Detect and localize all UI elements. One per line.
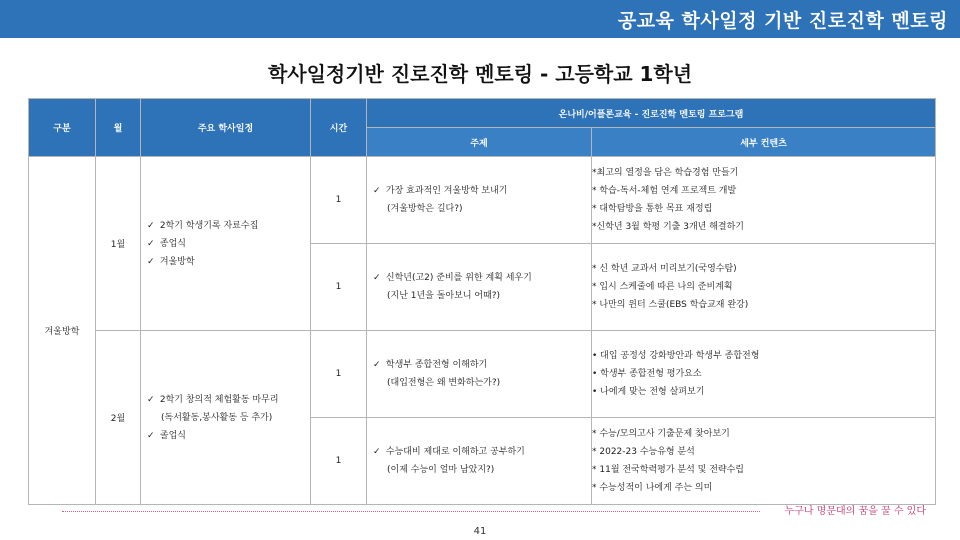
check-icon: ✓ [373,186,381,196]
header-schedule: 주요 학사일정 [141,99,311,157]
schedule-table [28,98,936,505]
check-icon: ✓ [147,430,155,441]
check-icon: ✓ [373,273,381,283]
check-icon: ✓ [373,360,381,370]
schedule-item: ✓ 졸업식 [147,427,310,445]
topic-cell: ✓ 신학년(고2) 준비를 위한 계획 세우기 (지난 1년을 돌아보니 어때?) [367,244,592,331]
topic-cell: ✓ 가장 효과적인 겨울방학 보내기 (겨울방학은 길다?) [367,157,592,244]
check-icon: ✓ [147,394,155,405]
header-topic: 주제 [367,128,592,157]
check-icon: ✓ [147,256,155,267]
details-cell: * 수능/모의고사 기출문제 찾아보기 * 2022-23 수능유형 분석 * 11월 전국학력평가 분석 및 전략수립 * 수능성적이 나에게 주는 의미 [592,418,936,505]
topic-cell: ✓ 학생부 종합전형 이해하기 (대입전형은 왜 변화하는가?) [367,331,592,418]
month-cell: 2월 [96,331,141,505]
header-time: 시간 [311,99,367,157]
details-cell: • 대입 공정성 강화방안과 학생부 종합전형 • 학생부 종합전형 평가요소 • 나에게 맞는 전형 살펴보기 [592,331,936,418]
header-program: 온나비/어플론교육 - 진로진학 멘토링 프로그램 [367,99,936,128]
schedule-cell [141,157,311,331]
time-cell: 1 [311,157,367,244]
check-icon: ✓ [147,238,155,249]
table-row [29,157,936,244]
header-category: 구분 [29,99,96,157]
header-banner [0,0,960,38]
season-cell: 겨울방학 [29,157,96,505]
page-title: 학사일정기반 진로진학 멘토링 - 고등학교 1학년 [267,62,693,86]
header-month: 월 [96,99,141,157]
footer-divider [62,511,760,512]
time-cell: 1 [311,244,367,331]
details-cell: * 신 학년 교과서 미리보기(국영수탐) * 입시 스케줄에 따른 나의 준비계획 * 나만의 윈터 스쿨(EBS 학습교재 완강) [592,244,936,331]
check-icon: ✓ [147,220,155,231]
schedule-item: (독서활동,봉사활동 등 추가) [161,412,273,423]
month-cell: 1월 [96,157,141,331]
details-cell: *최고의 열정을 담은 학습경험 만들기 * 학습-독서-체험 연계 프로젝트 개발 * 대학탐방을 통한 목표 재정립 *신학년 3월 학평 기출 3개년 해결하기 [592,157,936,244]
time-cell: 1 [311,331,367,418]
page-number: 41 [473,526,487,537]
schedule-item: ✓ 종업식 [147,235,310,253]
schedule-item: ✓ 겨울방학 [147,253,310,271]
footer-slogan: 누구나 명문대의 꿈을 꿀 수 있다 [784,506,926,517]
time-cell: 1 [311,418,367,505]
check-icon: ✓ [373,447,381,457]
header-details: 세부 컨텐츠 [592,128,936,157]
banner-title: 공교육 학사일정 기반 진로진학 멘토링 [617,9,948,32]
schedule-item: ✓ 2학기 학생기록 자료수집 [147,217,310,235]
schedule-item: ✓ 2학기 창의적 체험활동 마무리 [147,391,310,409]
schedule-cell [141,331,311,505]
table-row [29,331,936,418]
topic-cell: ✓ 수능대비 제대로 이해하고 공부하기 (이제 수능이 얼마 남았지?) [367,418,592,505]
